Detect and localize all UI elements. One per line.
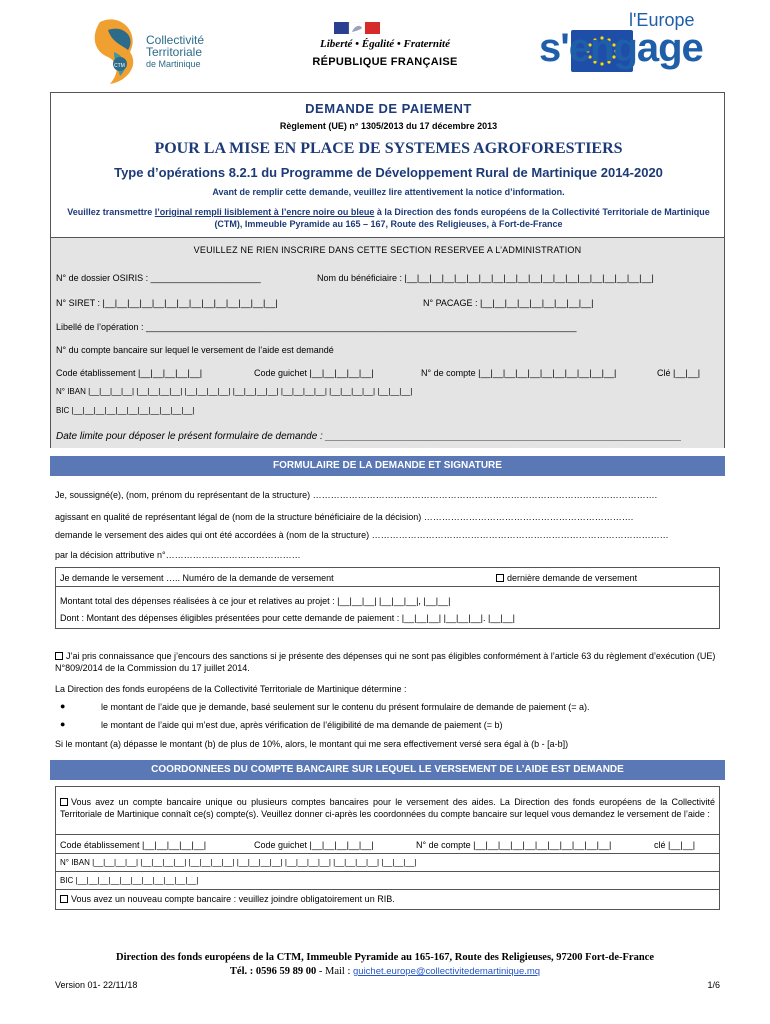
- iban-field[interactable]: N° IBAN |__|__|__|__| |__|__|__|__| |__|__|__|__| |__|__|__|__| |__|__|__|__| |__|__|__|__| |__|__|__|: [56, 387, 413, 396]
- footer-address: Direction des fonds européens de la CTM, Immeuble Pyramide au 165-167, Route des Religieuses, 97200 Fort-de-France: [116, 952, 654, 963]
- republique-francaise-logo: [300, 22, 470, 78]
- bank-code-field-2[interactable]: Code établissement |__|__|__|__|__|: [60, 840, 207, 850]
- eu-line1: l'Europe: [629, 10, 695, 30]
- divider: [56, 871, 719, 872]
- siret-field[interactable]: N° SIRET : |__|__|__|__|__|__|__|__|__|__|__|__|__|__|: [56, 298, 278, 308]
- ctm-line2: Territoriale: [146, 45, 203, 59]
- eligible-expenses-field[interactable]: Dont : Montant des dépenses éligibles présentées pour cette demande de paiement : |__|__|__| |__|__|__|. |__|__|: [60, 613, 516, 623]
- svg-text:CTM: CTM: [114, 63, 125, 69]
- checkbox-icon[interactable]: [496, 574, 504, 582]
- marianne-flag-icon: [334, 22, 380, 34]
- checkbox-icon[interactable]: [60, 895, 68, 903]
- subtitle: POUR LA MISE EN PLACE DE SYSTEMES AGROFORESTIERS: [154, 140, 623, 157]
- hummingbird-icon: [90, 12, 148, 88]
- page-number: 1/6: [707, 980, 720, 990]
- page-title: DEMANDE DE PAIEMENT: [305, 101, 472, 116]
- payment-request-box: [55, 567, 720, 629]
- iban-field-2[interactable]: N° IBAN |__|__|__|__| |__|__|__|__| |__|__|__|__| |__|__|__|__| |__|__|__|__| |__|__|__|__| |__|__|__|: [60, 858, 417, 867]
- transmit-instructions: Veuillez transmettre l’original rempli lisiblement à l’encre noire ou bleue à la Direction des fonds européens de la Collectivité Territoriale de Martinique (CTM), Immeuble Pyramide au 165 – 167, Route des Religieuses, à Fort-de-France: [67, 207, 710, 229]
- divider: [56, 853, 719, 854]
- notice-warning: Avant de remplir cette demande, veuillez lire attentivement la notice d’information.: [212, 187, 565, 197]
- rf-name: RÉPUBLIQUE FRANÇAISE: [312, 56, 458, 68]
- new-account-checkbox[interactable]: Vous avez un nouveau compte bancaire : veuillez joindre obligatoirement un RIB.: [60, 894, 395, 904]
- divider: [56, 586, 719, 587]
- soussigne-field[interactable]: Je, soussigné(e), (nom, prénom du représentant de la structure) …………………………………………………………………………………………………….: [55, 490, 658, 500]
- version: Version 01- 22/11/18: [55, 980, 138, 990]
- bic-field[interactable]: BIC |__|__|__|__|__|__|__|__|__|__|__|: [56, 406, 195, 415]
- checkbox-icon[interactable]: [60, 798, 68, 806]
- header-frame: [50, 92, 725, 448]
- reglement: Règlement (UE) n° 1305/2013 du 17 décembre 2013: [279, 121, 498, 131]
- penalty-rule: Si le montant (a) dépasse le montant (b) de plus de 10%, alors, le montant qui me sera effectivement versé sera égal à (b - [a-b]): [55, 739, 569, 749]
- bank-details-banner: COORDONNEES DU COMPTE BANCAIRE SUR LEQUEL LE VERSEMENT DE L’AIDE EST DEMANDE: [50, 760, 725, 780]
- operation-type: Type d’opérations 8.2.1 du Programme de Développement Rural de Martinique 2014-2020: [114, 165, 663, 180]
- bank-details-box: [55, 786, 720, 910]
- rf-motto: Liberté • Égalité • Fraternité: [320, 38, 450, 50]
- branch-code-field-2[interactable]: Code guichet |__|__|__|__|__|: [254, 840, 374, 850]
- bank-account-intro: N° du compte bancaire sur lequel le versement de l’aide est demandé: [56, 345, 334, 355]
- eu-line2: s'engage: [539, 26, 703, 70]
- beneficiary-field[interactable]: Nom du bénéficiaire : |__|__|__|__|__|__|__|__|__|__|__|__|__|__|__|__|__|__|__|__|: [317, 273, 654, 283]
- bullet-icon: ●: [60, 701, 66, 711]
- account-number-field[interactable]: N° de compte |__|__|__|__|__|__|__|__|__|__|__|: [421, 368, 617, 378]
- divider: [56, 889, 719, 890]
- account-number-field-2[interactable]: N° de compte |__|__|__|__|__|__|__|__|__|__|__|: [416, 840, 612, 850]
- checkbox-icon[interactable]: [55, 652, 63, 660]
- pacage-field[interactable]: N° PACAGE : |__|__|__|__|__|__|__|__|__|: [423, 298, 594, 308]
- payment-number-field[interactable]: Je demande le versement ….. Numéro de la demande de versement: [60, 573, 334, 583]
- key-field-2[interactable]: clé |__|__|: [654, 840, 696, 850]
- admin-title: VEUILLEZ NE RIEN INSCRIRE DANS CETTE SECTION RESERVEE A L’ADMINISTRATION: [193, 245, 582, 255]
- bic-field-2[interactable]: BIC |__|__|__|__|__|__|__|__|__|__|__|: [60, 876, 199, 885]
- existing-account-checkbox[interactable]: Vous avez un compte bancaire unique ou plusieurs comptes bancaires pour le versement des aides. La Direction des fonds européens de la Collectivité Territoriale de Martinique connaît ce(s) compte(s). Veuillez donner ci-après les coordonnées du compte bancaire sur lequel vous demandez le versement de l’aide :: [60, 797, 715, 819]
- decision-number-field[interactable]: par la décision attributive n°………………………………………: [55, 550, 301, 560]
- admin-section: [51, 237, 724, 448]
- ctm-logo: [90, 12, 250, 88]
- osiris-field[interactable]: N° de dossier OSIRIS : ______________________: [56, 273, 261, 283]
- branch-code-field[interactable]: Code guichet |__|__|__|__|__|: [254, 368, 374, 378]
- bank-code-field[interactable]: Code établissement |__|__|__|__|__|: [56, 368, 203, 378]
- email-link[interactable]: guichet.europe@collectivitedemartinique.mq: [353, 966, 541, 977]
- structure-field[interactable]: demande le versement des aides qui ont été accordées à (nom de la structure) ………………………………………………………………………………………: [55, 530, 669, 540]
- sanctions-checkbox[interactable]: J’ai pris connaissance que j’encours des sanctions si je présente des dépenses qui ne sont pas éligibles conformément à l’article 63 du règlement d’exécution (UE) N°809/2014 de la Commission du 17 juillet 2014.: [55, 651, 716, 673]
- europe-sengage-logo: [535, 10, 725, 88]
- divider: [56, 834, 719, 835]
- representative-field[interactable]: agissant en qualité de représentant légal de (nom de la structure bénéficiaire de la décision) …………………………………………………………….: [55, 512, 634, 522]
- logo-bar: [0, 8, 770, 88]
- deadline-field[interactable]: Date limite pour déposer le présent formulaire de demande : ________________________________________________________________: [56, 431, 682, 442]
- bullet1-text: le montant de l’aide que je demande, basé seulement sur le contenu du présent formulaire de demande de paiement (= a).: [101, 702, 590, 712]
- footer-contact: Tél. : 0596 59 89 00 - Mail : guichet.europe@collectivitedemartinique.mq: [229, 966, 541, 977]
- bullet2-text: le montant de l’aide qui m’est due, après vérification de l’éligibilité de ma demande de paiement (= b): [101, 720, 503, 730]
- last-payment-checkbox[interactable]: dernière demande de versement: [496, 573, 637, 583]
- total-expenses-field[interactable]: Montant total des dépenses réalisées à ce jour et relatives au projet : |__|__|__| |__|__|__|, |__|__|: [60, 596, 451, 606]
- key-field[interactable]: Clé |__|__|: [657, 368, 701, 378]
- ctm-line3: de Martinique: [146, 59, 201, 69]
- bullet-icon: ●: [60, 719, 66, 729]
- direction-text: La Direction des fonds européens de la Collectivité Territoriale de Martinique détermine :: [55, 684, 407, 694]
- operation-label-field[interactable]: Libellé de l’opération : ______________________________________________________________________________________: [56, 322, 577, 332]
- form-signature-banner: FORMULAIRE DE LA DEMANDE ET SIGNATURE: [50, 456, 725, 476]
- ctm-line1: Collectivité: [146, 33, 205, 47]
